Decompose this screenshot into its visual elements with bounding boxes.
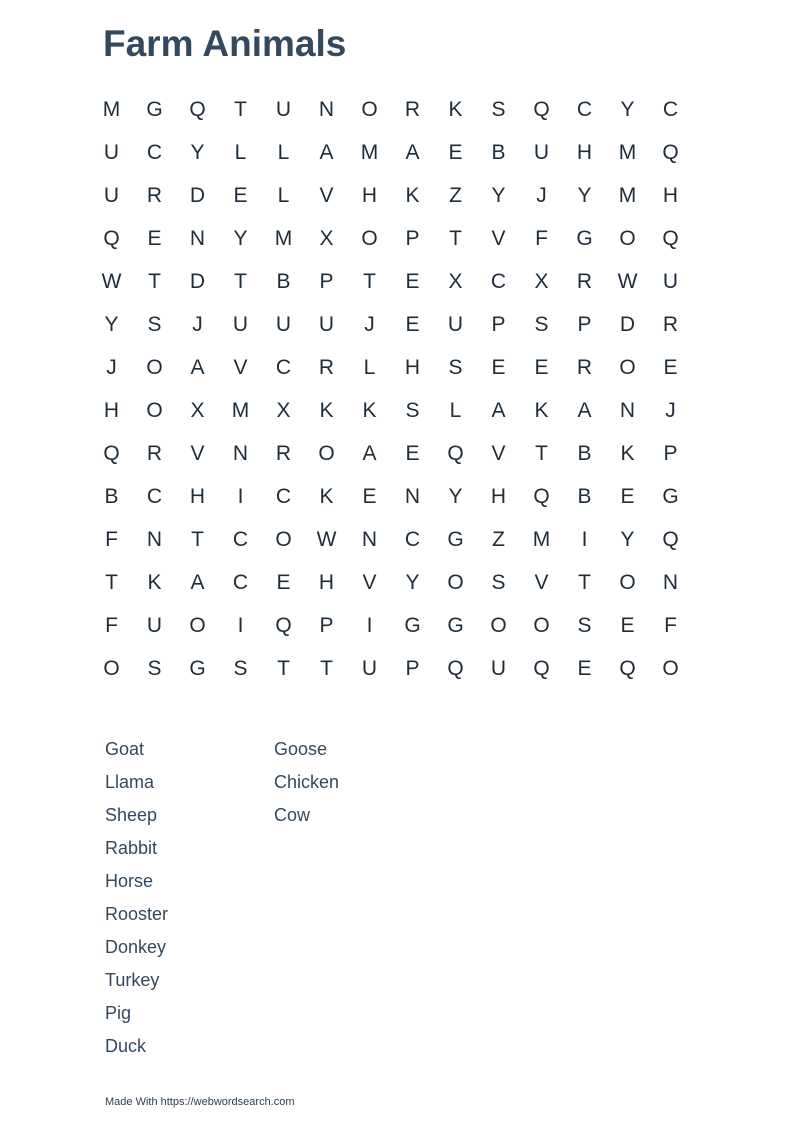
grid-letter: R [146,183,163,207]
grid-letter: O [189,613,206,637]
grid-letter: L [277,140,290,164]
grid-letter: O [103,656,120,680]
grid-letter: Q [533,656,550,680]
grid-letter: Q [447,656,464,680]
grid-letter: E [405,441,420,465]
grid-letter: H [189,484,206,508]
grid-letter: S [448,355,463,379]
grid-letter: B [577,484,592,508]
grid-letter: Q [662,226,679,250]
grid-letter: H [361,183,378,207]
grid-letter: Y [577,183,592,207]
grid-letter: Q [103,226,120,250]
grid-letter: V [491,441,506,465]
grid-letter: D [189,269,206,293]
grid-letter: W [101,269,122,293]
grid-letter: K [319,398,334,422]
grid-letter: R [318,355,335,379]
grid-letter: N [619,398,636,422]
grid-letter: N [662,570,679,594]
grid-letter: T [535,441,548,465]
page-title: Farm Animals [103,23,347,64]
grid-letter: N [361,527,378,551]
grid-letter: P [663,441,678,465]
grid-letter: G [189,656,206,680]
grid-letter: E [405,269,420,293]
grid-letter: E [448,140,463,164]
grid-letter: R [146,441,163,465]
grid-letter: H [490,484,507,508]
grid-letter: C [275,484,292,508]
grid-letter: A [405,140,420,164]
grid-letter: Q [619,656,636,680]
grid-letter: N [232,441,249,465]
grid-letter: B [491,140,506,164]
grid-letter: S [147,312,162,336]
grid-letter: G [576,226,593,250]
grid-letter: E [491,355,506,379]
word-list-item: Rooster [105,904,169,924]
grid-letter: M [618,140,637,164]
grid-letter: L [234,140,247,164]
grid-letter: H [404,355,421,379]
grid-letter: V [362,570,377,594]
grid-letter: S [577,613,592,637]
grid-letter: E [405,312,420,336]
grid-letter: U [447,312,464,336]
grid-letter: K [319,484,334,508]
grid-letter: Q [533,484,550,508]
footer-credit: Made With https://webwordsearch.com [105,1096,295,1108]
grid-letter: E [147,226,162,250]
grid-letter: R [404,97,421,121]
grid-letter: B [276,269,291,293]
grid-letter: U [490,656,507,680]
grid-letter: J [364,312,375,336]
grid-letter: Q [662,140,679,164]
grid-letter: Y [190,140,205,164]
grid-letter: K [620,441,635,465]
word-list-item: Llama [105,772,155,792]
grid-letter: U [232,312,249,336]
grid-letter: H [576,140,593,164]
grid-letter: V [190,441,205,465]
grid-letter: L [277,183,290,207]
word-list-item: Goose [274,739,328,759]
grid-letter: E [534,355,549,379]
grid-letter: U [275,312,292,336]
grid-letter: R [576,269,593,293]
grid-letter: O [275,527,292,551]
grid-letter: P [319,269,334,293]
grid-letter: F [535,226,548,250]
grid-letter: Q [275,613,292,637]
grid-letter: E [233,183,248,207]
grid-letter: U [103,183,120,207]
grid-letter: Y [491,183,506,207]
grid-letter: O [447,570,464,594]
grid-letter: F [105,527,118,551]
grid-letter: E [362,484,377,508]
grid-letter: T [320,656,333,680]
grid-letter: O [619,570,636,594]
grid-letter: S [147,656,162,680]
grid-letter: W [316,527,337,551]
word-list-item: Duck [105,1036,147,1056]
grid-letter: V [534,570,549,594]
grid-letter: O [146,398,163,422]
grid-letter: G [404,613,421,637]
grid-letter: S [534,312,549,336]
grid-letter: M [532,527,551,551]
grid-letter: Y [233,226,248,250]
grid-letter: P [405,656,420,680]
grid-letter: E [276,570,291,594]
grid-letter: R [662,312,679,336]
grid-letter: U [533,140,550,164]
word-list-item: Pig [105,1003,132,1023]
grid-letter: Q [662,527,679,551]
grid-letter: R [576,355,593,379]
grid-letter: E [620,484,635,508]
grid-letter: I [581,527,588,551]
grid-letter: H [662,183,679,207]
grid-letter: O [146,355,163,379]
grid-letter: O [662,656,679,680]
grid-letter: K [147,570,162,594]
grid-letter: E [663,355,678,379]
grid-letter: I [237,613,244,637]
grid-letter: T [148,269,161,293]
grid-letter: A [362,441,377,465]
grid-letter: K [405,183,420,207]
grid-letter: U [146,613,163,637]
grid-letter: D [189,183,206,207]
grid-letter: A [319,140,334,164]
grid-letter: O [533,613,550,637]
grid-letter: O [318,441,335,465]
grid-letter: K [448,97,463,121]
grid-letter: G [447,613,464,637]
grid-letter: N [146,527,163,551]
grid-letter: Z [492,527,505,551]
grid-letter: C [232,527,249,551]
grid-letter: T [105,570,118,594]
grid-letter: W [617,269,638,293]
grid-letter: S [233,656,248,680]
grid-letter: M [274,226,293,250]
grid-letter: L [449,398,462,422]
grid-letter: X [276,398,291,422]
grid-letter: V [233,355,248,379]
grid-letter: V [491,226,506,250]
grid-letter: D [619,312,636,336]
grid-letter: C [232,570,249,594]
grid-letter: T [234,269,247,293]
word-list-item: Chicken [274,772,340,792]
grid-letter: Q [103,441,120,465]
grid-letter: K [534,398,549,422]
grid-letter: F [105,613,118,637]
grid-letter: J [536,183,547,207]
grid-letter: C [146,140,163,164]
grid-letter: T [578,570,591,594]
grid-letter: Z [449,183,462,207]
grid-letter: M [231,398,250,422]
grid-letter: F [664,613,677,637]
grid-letter: C [146,484,163,508]
grid-letter: I [366,613,373,637]
word-list-item: Horse [105,871,154,891]
grid-letter: X [448,269,463,293]
grid-letter: G [146,97,163,121]
grid-letter: S [405,398,420,422]
grid-letter: X [190,398,205,422]
grid-letter: G [447,527,464,551]
grid-letter: E [577,656,592,680]
grid-letter: O [361,97,378,121]
grid-letter: Q [533,97,550,121]
grid-letter: U [361,656,378,680]
grid-letter: R [275,441,292,465]
word-list-item: Turkey [105,970,160,990]
grid-letter: G [662,484,679,508]
grid-letter: C [404,527,421,551]
grid-letter: J [106,355,117,379]
grid-letter: T [277,656,290,680]
grid-letter: C [576,97,593,121]
word-list-item: Rabbit [105,838,158,858]
grid-letter: P [405,226,420,250]
grid-letter: U [318,312,335,336]
grid-letter: E [620,613,635,637]
grid-letter: N [318,97,335,121]
grid-letter: N [189,226,206,250]
grid-letter: J [192,312,203,336]
grid-letter: T [449,226,462,250]
grid-letter: Q [447,441,464,465]
grid-letter: T [363,269,376,293]
grid-letter: A [190,355,205,379]
grid-letter: J [665,398,676,422]
grid-letter: Q [189,97,206,121]
word-list [105,737,443,1067]
grid-letter: X [319,226,334,250]
grid-letter: X [534,269,549,293]
grid-letter: T [234,97,247,121]
letter-grid [90,88,692,690]
grid-letter: O [361,226,378,250]
grid-letter: C [275,355,292,379]
grid-letter: L [363,355,376,379]
grid-letter: I [237,484,244,508]
grid-letter: S [491,570,506,594]
grid-letter: C [490,269,507,293]
grid-letter: U [662,269,679,293]
grid-letter: H [318,570,335,594]
grid-letter: B [577,441,592,465]
word-list-item: Cow [274,805,311,825]
grid-letter: A [190,570,205,594]
word-list-item: Sheep [105,805,158,825]
grid-letter: H [103,398,120,422]
grid-letter: P [491,312,506,336]
grid-letter: C [662,97,679,121]
grid-letter: Y [405,570,420,594]
grid-letter: O [619,226,636,250]
grid-letter: A [577,398,592,422]
grid-letter: U [275,97,292,121]
grid-letter: M [102,97,121,121]
grid-letter: N [404,484,421,508]
grid-letter: M [360,140,379,164]
grid-letter: Y [448,484,463,508]
word-list-item: Donkey [105,937,167,957]
grid-letter: U [103,140,120,164]
grid-letter: M [618,183,637,207]
grid-letter: A [491,398,506,422]
grid-letter: T [191,527,204,551]
grid-letter: B [104,484,119,508]
grid-letter: P [319,613,334,637]
grid-letter: Y [620,527,635,551]
grid-letter: K [362,398,377,422]
word-list-item: Goat [105,739,145,759]
grid-letter: Y [620,97,635,121]
grid-letter: P [577,312,592,336]
grid-letter: Y [104,312,119,336]
grid-letter: O [490,613,507,637]
grid-letter: V [319,183,334,207]
grid-letter: O [619,355,636,379]
grid-letter: S [491,97,506,121]
